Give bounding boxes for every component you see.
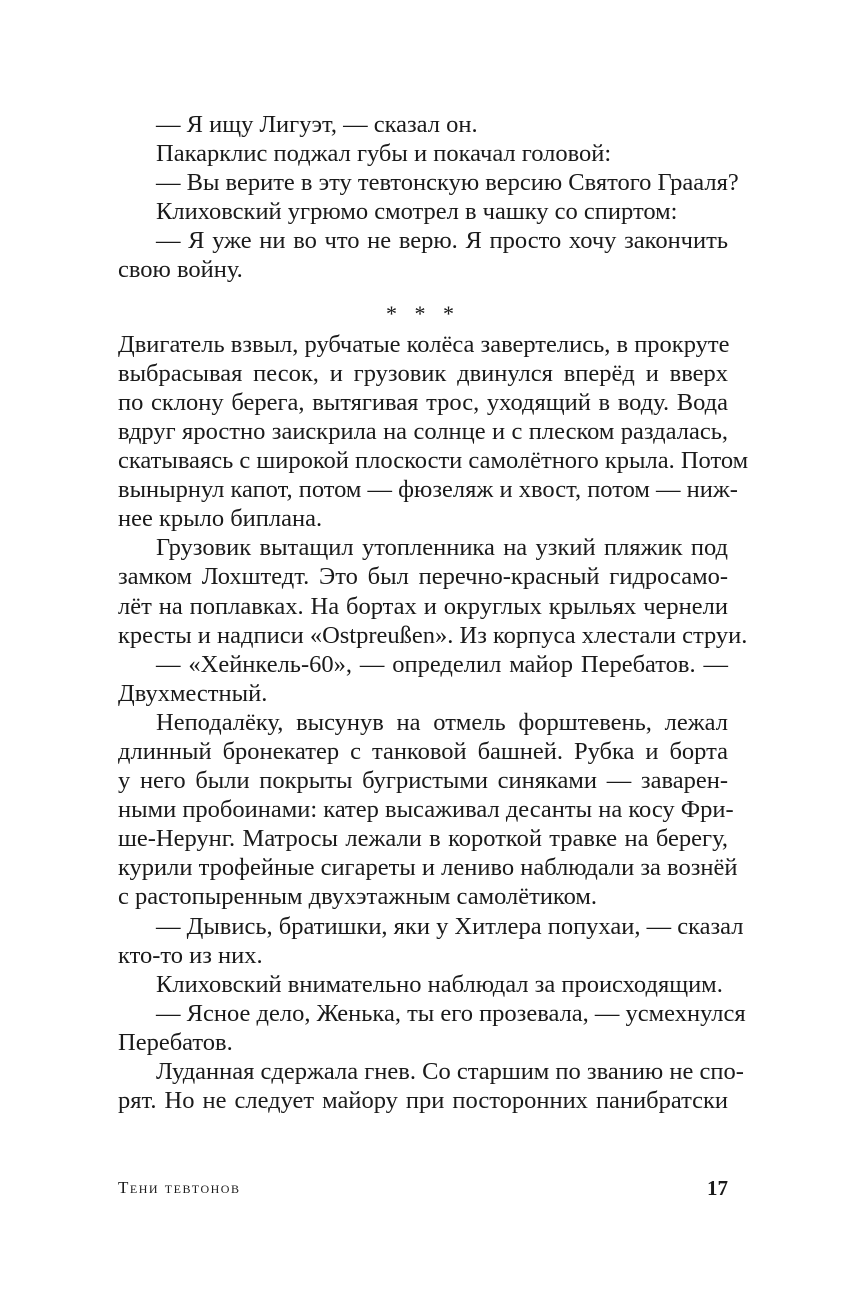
page-number: 17 [707,1176,728,1200]
body-line: Двигатель взвыл, рубчатые колёса завертелись, в прокруте [118,330,730,358]
body-line: скатываясь с широкой плоскости самолётного крыла. Потом [118,447,749,475]
section-separator: * * * [386,300,460,326]
body-line: Пакарклис поджал губы и покачал головой: [156,140,612,168]
body-line: свою войну. [118,256,243,284]
dialogue-section [118,110,739,285]
body-line: кто-то из них. [118,941,263,969]
running-title: Тени тевтонов [118,1178,241,1197]
body-line: рят. Но не следует майору при посторонних панибратски [118,1087,728,1115]
body-line: ными пробоинами: катер высаживал десанты на косу Фри- [118,796,734,824]
body-line: курили трофейные сигареты и лениво наблюдали за вознёй [118,854,738,882]
body-line: у него были покрыты бугристыми синяками — заварен- [118,767,728,795]
body-line: — Вы верите в эту тевтонскую версию Святого Грааля? [156,169,739,197]
body-line: лёт на поплавках. На бортах и округлых крыльях чернели [118,592,728,620]
page-text-block [118,110,749,1115]
body-line: замком Лохштедт. Это был перечно-красный гидросамо- [118,563,728,591]
body-line: — Дывись, братишки, яки у Хитлера попухаи, — сказал [156,912,744,940]
body-line: вдруг яростно заискрила на солнце и с плеском раздалась, [118,417,728,445]
body-line: Неподалёку, высунув на отмель форштевень, лежал [156,708,728,736]
body-line: кресты и надписи «Ostpreußen». Из корпуса хлестали струи. [118,621,748,649]
body-line: — «Хейнкель-60», — определил майор Перебатов. — [156,650,728,678]
body-line: ше-Нерунг. Матросы лежали в короткой травке на берегу, [118,825,728,853]
body-line: — Я ищу Лигуэт, — сказал он. [156,111,478,138]
body-line: вынырнул капот, потом — фюзеляж и хвост, потом — ниж- [118,476,738,504]
page-footer [118,1178,728,1208]
body-line: Клиховский угрюмо смотрел в чашку со спиртом: [156,198,678,226]
body-line: выбрасывая песок, и грузовик двинулся вперёд и вверх [118,359,728,387]
body-line: нее крыло биплана. [118,505,323,533]
body-line: с растопыренным двухэтажным самолётиком. [118,883,598,911]
body-line: Двухместный. [118,679,268,707]
body-line: — Ясное дело, Женька, ты его прозевала, — усмехнулся [156,999,746,1027]
body-line: Клиховский внимательно наблюдал за происходящим. [156,970,723,998]
body-line: Перебатов. [118,1028,233,1056]
body-line: Луданная сдержала гнев. Со старшим по званию не спо- [156,1058,744,1085]
narrative-section [118,330,749,1116]
body-line: по склону берега, вытягивая трос, уходящий в воду. Вода [118,388,728,416]
body-line: Грузовик вытащил утопленника на узкий пляжик под [156,534,728,562]
body-line: длинный бронекатер с танковой башней. Рубка и борта [118,737,728,765]
body-line: — Я уже ни во что не верю. Я просто хочу закончить [156,227,728,255]
